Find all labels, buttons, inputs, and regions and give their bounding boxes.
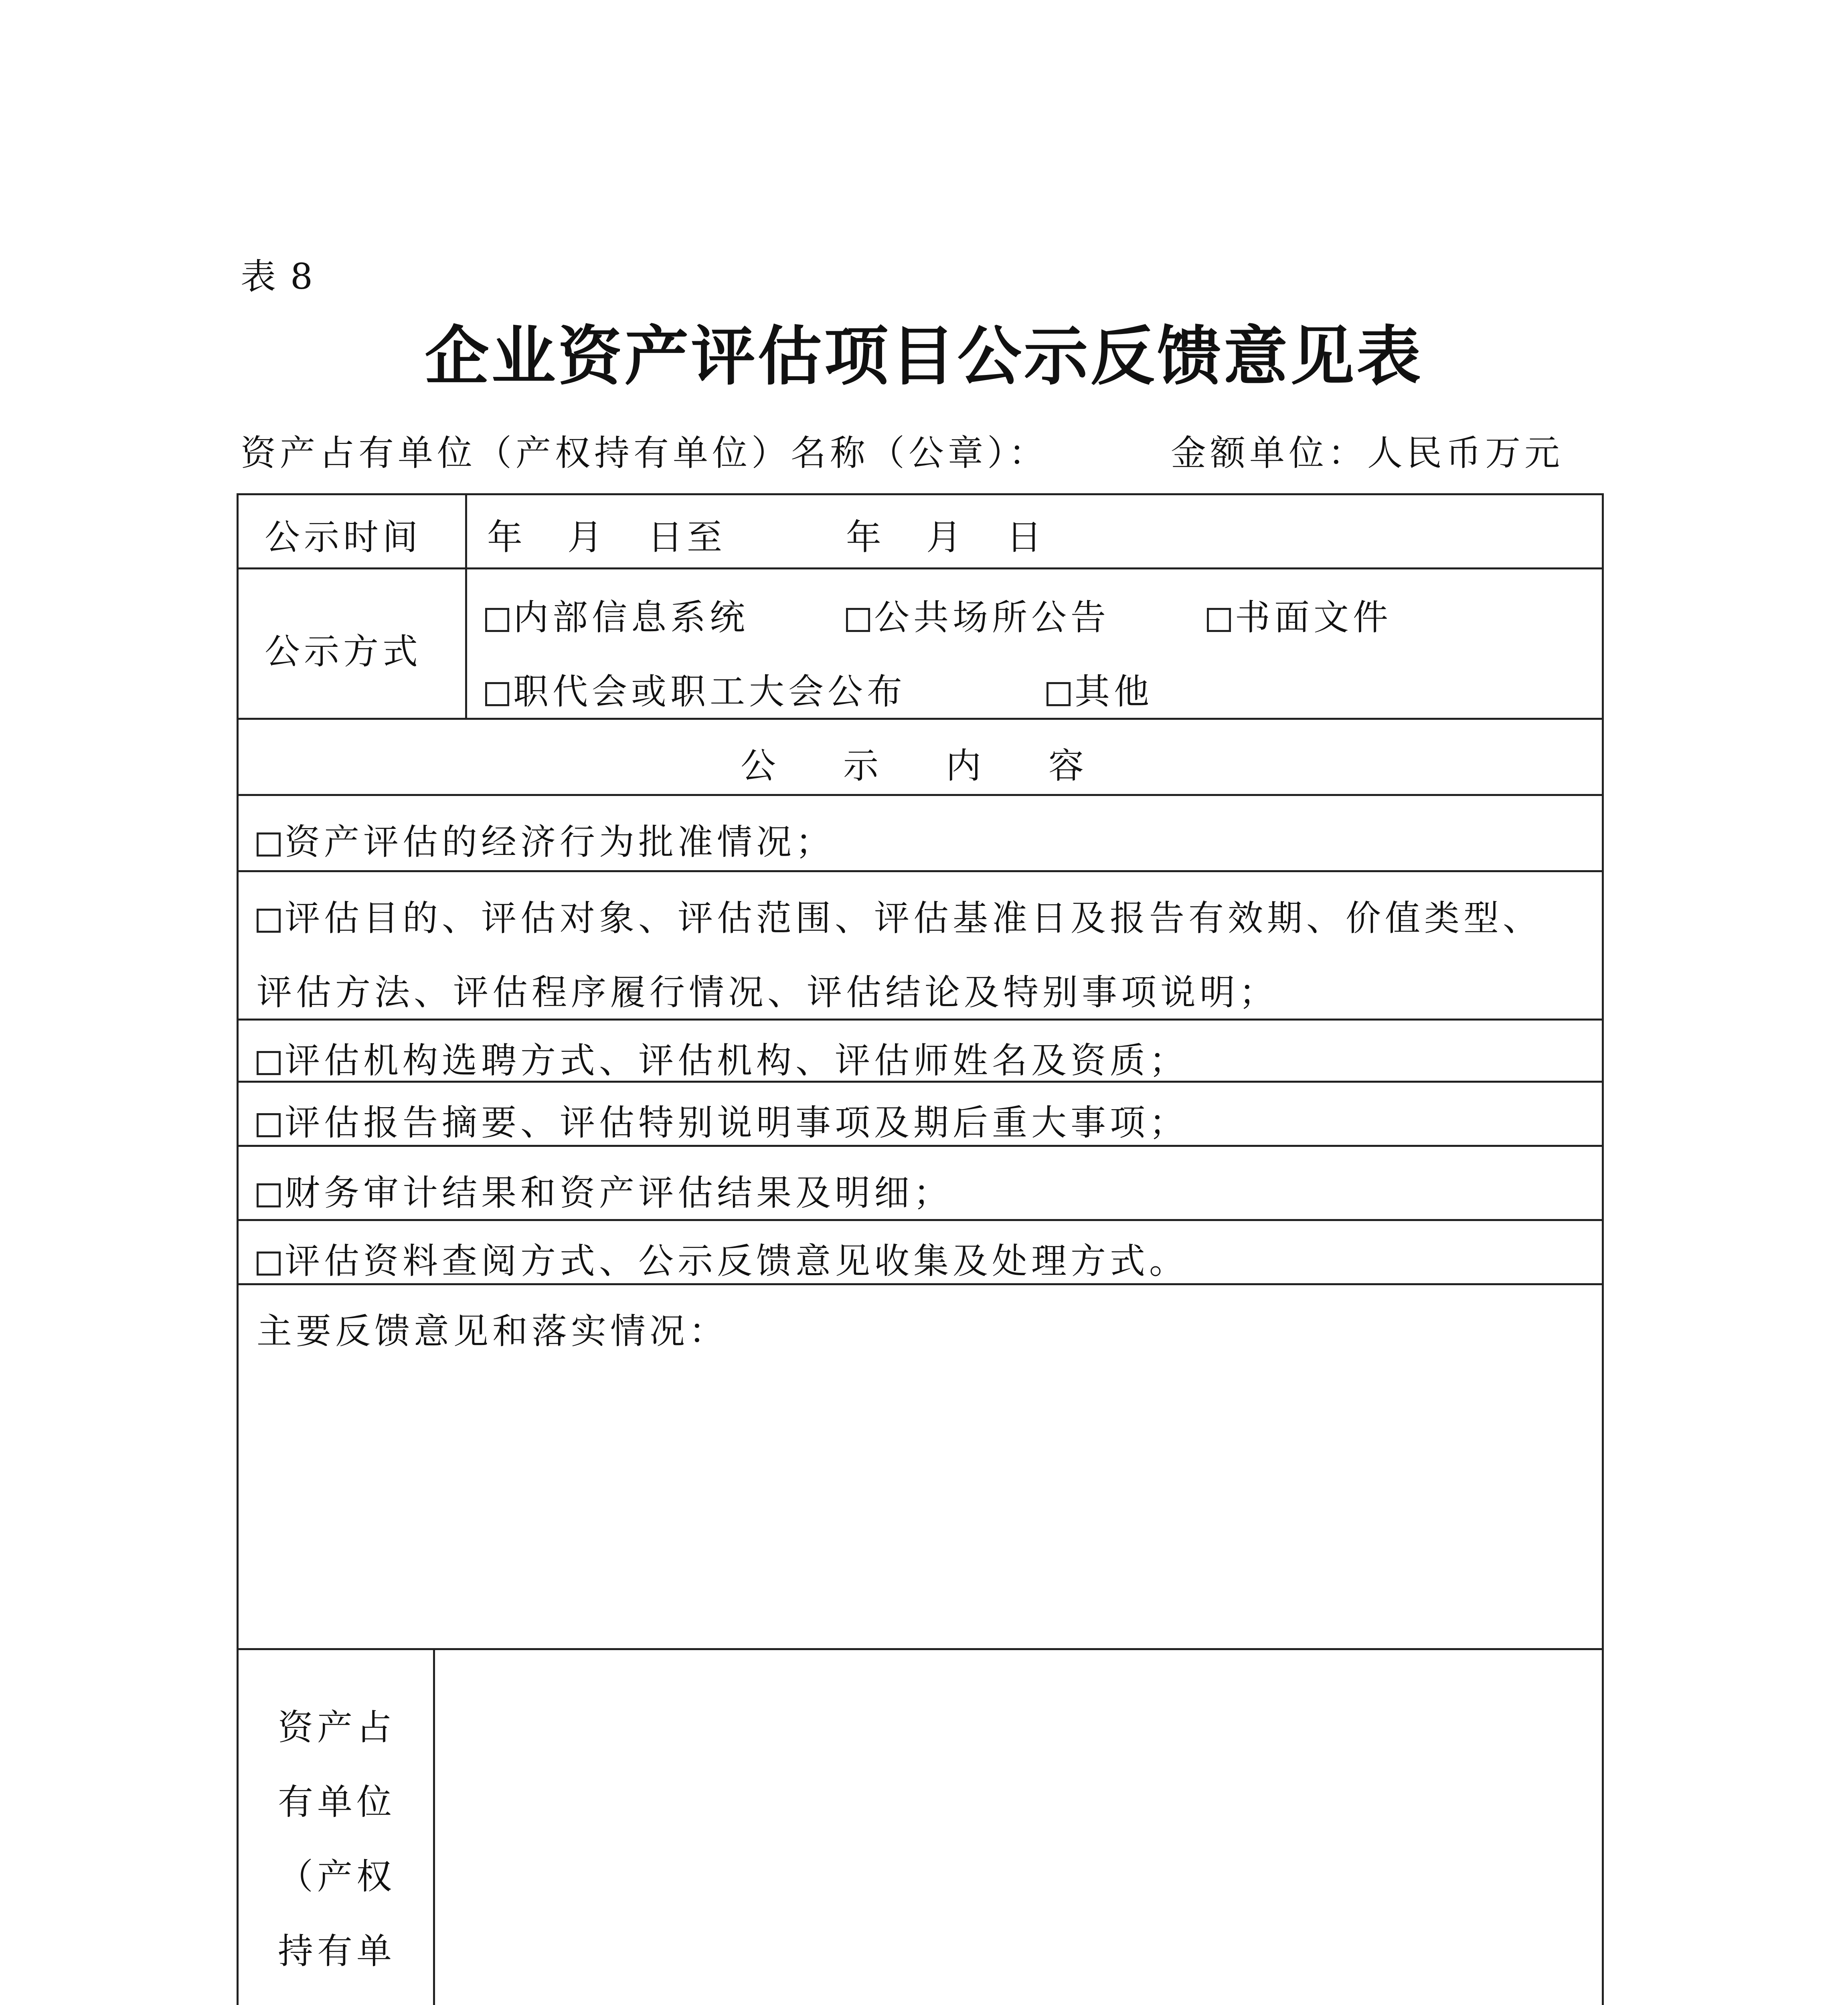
unit-name-label: 资产占有单位（产权持有单位）名称（公章）： xyxy=(241,432,1048,474)
option-label: 公共场所公告 xyxy=(874,597,1110,638)
content-item-access-method[interactable] xyxy=(257,1233,1188,1284)
item-label: 评估资料查阅方式、公示反馈意见收集及处理方式。 xyxy=(285,1240,1189,1282)
item-label: 资产评估的经济行为批准情况； xyxy=(285,821,835,863)
publicity-time-year-start: 年 xyxy=(487,516,527,558)
row-divider xyxy=(237,870,1604,872)
option-label: 职代会或职工大会公布 xyxy=(513,671,907,712)
row-divider xyxy=(237,1219,1604,1221)
checkbox[interactable] xyxy=(485,608,509,632)
row-divider xyxy=(237,1648,1604,1650)
checkbox[interactable] xyxy=(257,1252,281,1276)
item-label: 评估目的、评估对象、评估范围、评估基准日及报告有效期、价值类型、 xyxy=(285,897,1542,939)
method-option-written-document[interactable] xyxy=(1207,589,1392,640)
content-item-report-summary[interactable] xyxy=(257,1095,1188,1145)
table-border-top xyxy=(237,493,1604,495)
option-label: 书面文件 xyxy=(1235,597,1393,638)
checkbox[interactable] xyxy=(1207,608,1231,632)
item-label: 评估报告摘要、评估特别说明事项及期后重大事项； xyxy=(285,1102,1189,1143)
content-section-header: 公 示 内 容 xyxy=(740,745,1100,786)
publicity-time-year-end: 年 xyxy=(846,516,886,558)
table-border-right xyxy=(1602,493,1604,2005)
content-item-agency[interactable] xyxy=(257,1033,1188,1083)
content-item-purpose[interactable] xyxy=(257,890,1542,941)
publicity-method-label: 公示方式 xyxy=(265,631,422,672)
checkbox[interactable] xyxy=(257,832,281,857)
table-number: 表 8 xyxy=(241,256,314,297)
feedback-text-area[interactable] xyxy=(241,1355,1600,1644)
publicity-time-day-to: 日至 xyxy=(648,516,727,558)
option-label: 其他 xyxy=(1075,671,1154,712)
checkbox[interactable] xyxy=(485,682,509,706)
method-option-internal-system[interactable] xyxy=(485,589,749,640)
content-item-approval[interactable] xyxy=(257,814,835,865)
checkbox[interactable] xyxy=(257,909,281,933)
opinion-label-line: （产权 xyxy=(277,1856,396,1897)
opinion-label xyxy=(237,1690,437,2005)
publicity-time-month-end: 月 xyxy=(926,516,966,558)
checkbox[interactable] xyxy=(257,1183,281,1207)
publicity-time-day-end: 日 xyxy=(1006,516,1046,558)
publicity-time-label: 公示时间 xyxy=(265,516,422,558)
row-divider xyxy=(237,794,1604,796)
content-item-purpose-continued: 评估方法、评估程序履行情况、评估结论及特别事项说明； xyxy=(257,972,1279,1013)
method-option-public-notice[interactable] xyxy=(846,589,1110,640)
item-label: 评估机构选聘方式、评估机构、评估师姓名及资质； xyxy=(285,1040,1189,1081)
amount-unit: 金额单位：人民币万元 xyxy=(1171,432,1564,474)
opinion-label-line: 资产占 xyxy=(277,1707,396,1748)
method-option-staff-congress[interactable] xyxy=(485,664,906,714)
row-divider xyxy=(237,1019,1604,1021)
column-divider xyxy=(465,493,467,720)
checkbox[interactable] xyxy=(257,1051,281,1075)
checkbox[interactable] xyxy=(1046,682,1071,706)
option-label: 内部信息系统 xyxy=(513,597,749,638)
checkbox[interactable] xyxy=(257,1113,281,1137)
checkbox[interactable] xyxy=(846,608,870,632)
row-divider xyxy=(237,567,1604,569)
item-label: 财务审计结果和资产评估结果及明细； xyxy=(285,1172,953,1213)
opinion-text-area[interactable] xyxy=(439,1654,1598,2005)
method-option-other[interactable] xyxy=(1046,664,1153,714)
row-divider xyxy=(237,718,1604,720)
opinion-label-line xyxy=(237,1989,437,2005)
publicity-time-month-start: 月 xyxy=(567,516,607,558)
opinion-label-line: 持有单 xyxy=(277,1930,396,1972)
content-item-audit-results[interactable] xyxy=(257,1165,953,1215)
feedback-label: 主要反馈意见和落实情况： xyxy=(257,1310,729,1352)
page-title: 企业资产评估项目公示反馈意见表 xyxy=(425,318,1423,394)
opinion-label-line: 有单位 xyxy=(277,1781,396,1823)
